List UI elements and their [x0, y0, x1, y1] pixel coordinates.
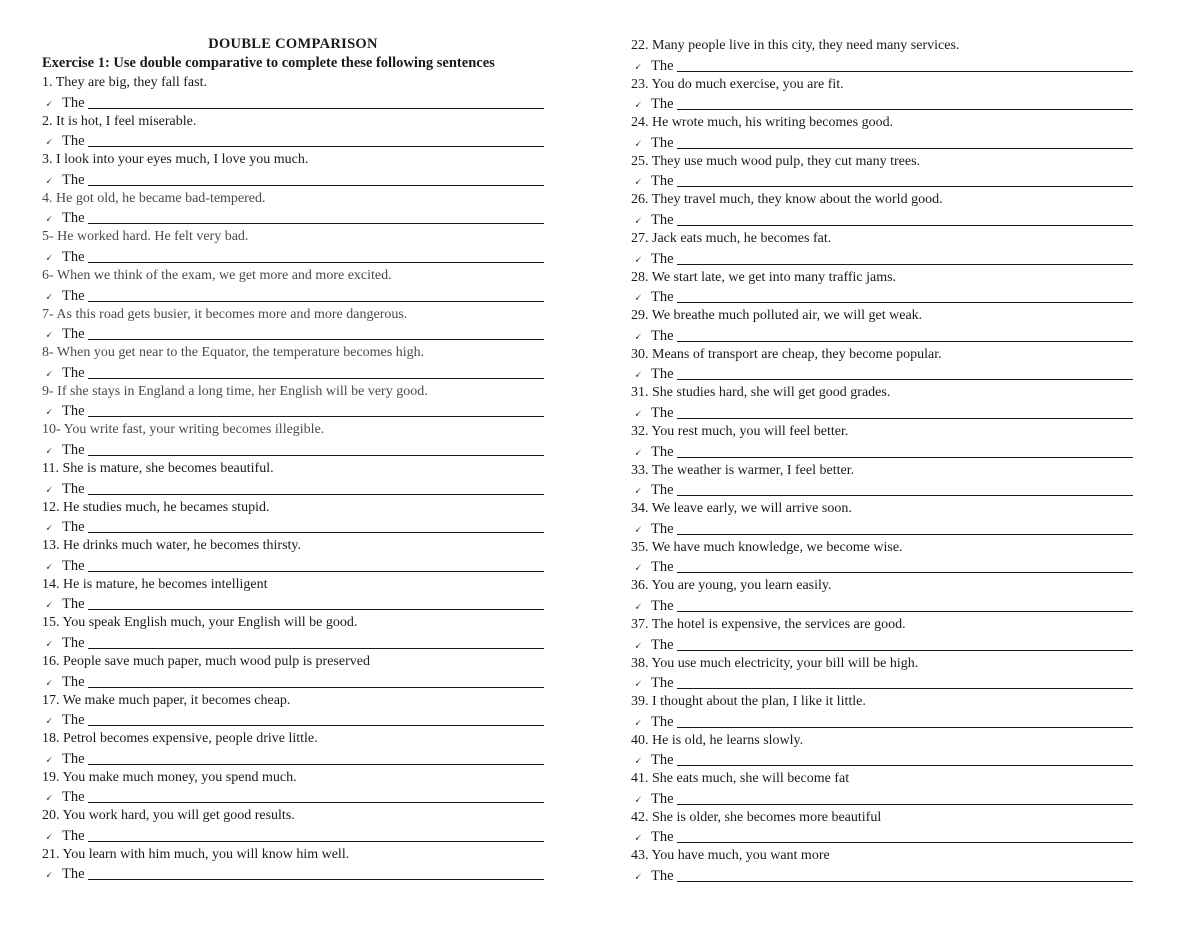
- answer-line: [42, 594, 544, 613]
- question-text: 40. He is old, he learns slowly.: [631, 732, 804, 748]
- question-item: [631, 422, 1133, 461]
- answer-blank[interactable]: [88, 132, 544, 147]
- answer-prefix: The: [62, 750, 85, 767]
- answer-blank[interactable]: [677, 828, 1133, 843]
- checkmark-bullet-icon: 🗸: [634, 793, 642, 806]
- checkmark-bullet-icon: 🗸: [634, 678, 642, 691]
- question-item: [42, 266, 544, 305]
- answer-prefix: The: [651, 713, 674, 730]
- checkmark-bullet-icon: 🗸: [634, 523, 642, 536]
- checkmark-bullet-icon: 🗸: [45, 830, 53, 843]
- question-text: 9- If she stays in England a long time, her English will be very good.: [42, 383, 428, 399]
- checkmark-bullet-icon: 🗸: [45, 290, 53, 303]
- question-item: [42, 189, 544, 228]
- question-text: 18. Petrol becomes expensive, people drive little.: [42, 731, 318, 747]
- answer-line: [42, 362, 544, 381]
- answer-blank[interactable]: [88, 287, 544, 302]
- answer-blank[interactable]: [677, 211, 1133, 226]
- answer-line: [631, 441, 1133, 460]
- answer-blank[interactable]: [88, 557, 544, 572]
- question-item: [42, 845, 544, 884]
- answer-line: [42, 748, 544, 767]
- answer-line: [631, 789, 1133, 808]
- checkmark-bullet-icon: 🗸: [45, 329, 53, 342]
- answer-blank[interactable]: [88, 325, 544, 340]
- answer-prefix: The: [651, 366, 674, 383]
- question-item: [631, 846, 1133, 885]
- answer-prefix: The: [651, 597, 674, 614]
- answer-prefix: The: [651, 482, 674, 499]
- checkmark-bullet-icon: 🗸: [634, 407, 642, 420]
- question-item: [42, 305, 544, 344]
- question-text: 4. He got old, he became bad-tempered.: [42, 190, 266, 206]
- answer-line: [631, 596, 1133, 615]
- question-text: 34. We leave early, we will arrive soon.: [631, 501, 852, 517]
- answer-blank[interactable]: [677, 790, 1133, 805]
- answer-line: [631, 866, 1133, 885]
- answer-line: [42, 169, 544, 188]
- question-item: [631, 499, 1133, 538]
- answer-blank[interactable]: [88, 750, 544, 765]
- answer-blank[interactable]: [88, 441, 544, 456]
- question-item: [42, 150, 544, 189]
- question-item: [631, 75, 1133, 114]
- checkmark-bullet-icon: 🗸: [45, 560, 53, 573]
- right-column: [631, 36, 1133, 885]
- answer-prefix: The: [62, 712, 85, 729]
- question-text: 8- When you get near to the Equator, the temperature becomes high.: [42, 345, 425, 361]
- checkmark-bullet-icon: 🗸: [634, 214, 642, 227]
- checkmark-bullet-icon: 🗸: [45, 715, 53, 728]
- question-item: [631, 229, 1133, 268]
- question-item: [42, 691, 544, 730]
- answer-blank[interactable]: [677, 674, 1133, 689]
- answer-prefix: The: [651, 327, 674, 344]
- question-item: [631, 152, 1133, 191]
- answer-blank[interactable]: [677, 636, 1133, 651]
- question-text: 5- He worked hard. He felt very bad.: [42, 229, 249, 245]
- answer-blank[interactable]: [677, 481, 1133, 496]
- question-text: 27. Jack eats much, he becomes fat.: [631, 230, 832, 246]
- answer-line: [631, 403, 1133, 422]
- answer-prefix: The: [62, 364, 85, 381]
- answer-prefix: The: [651, 675, 674, 692]
- question-item: [631, 692, 1133, 731]
- question-text: 23. You do much exercise, you are fit.: [631, 76, 844, 92]
- question-text: 38. You use much electricity, your bill will be high.: [631, 655, 919, 671]
- question-item: [631, 190, 1133, 229]
- question-item: [42, 382, 544, 421]
- answer-line: [42, 555, 544, 574]
- question-text: 6- When we think of the exam, we get more and more excited.: [42, 267, 392, 283]
- question-text: 39. I thought about the plan, I like it little.: [631, 694, 866, 710]
- answer-blank[interactable]: [677, 57, 1133, 72]
- exercise-instruction: Exercise 1: Use double comparative to complete these following sentences: [42, 55, 495, 71]
- left-column: [42, 35, 544, 883]
- answer-line: [42, 517, 544, 536]
- answer-blank[interactable]: [677, 134, 1133, 149]
- question-item: [42, 575, 544, 614]
- answer-prefix: The: [651, 289, 674, 306]
- question-text: 43. You have much, you want more: [631, 848, 830, 864]
- answer-line: [42, 92, 544, 111]
- answer-line: [42, 478, 544, 497]
- answer-prefix: The: [651, 211, 674, 228]
- answer-blank[interactable]: [88, 865, 544, 880]
- question-text: 35. We have much knowledge, we become wise.: [631, 539, 903, 555]
- question-text: 25. They use much wood pulp, they cut many trees.: [631, 153, 921, 169]
- answer-line: [42, 440, 544, 459]
- answer-prefix: The: [62, 557, 85, 574]
- answer-prefix: The: [62, 441, 85, 458]
- answer-blank[interactable]: [677, 597, 1133, 612]
- answer-line: [42, 633, 544, 652]
- answer-blank[interactable]: [88, 171, 544, 186]
- checkmark-bullet-icon: 🗸: [634, 639, 642, 652]
- question-item: [631, 345, 1133, 384]
- question-item: [42, 227, 544, 266]
- question-item: [631, 383, 1133, 422]
- question-text: 30. Means of transport are cheap, they become popular.: [631, 346, 942, 362]
- question-text: 37. The hotel is expensive, the services are good.: [631, 616, 906, 632]
- answer-prefix: The: [62, 94, 85, 111]
- checkmark-bullet-icon: 🗸: [45, 599, 53, 612]
- question-item: [42, 768, 544, 807]
- checkmark-bullet-icon: 🗸: [634, 832, 642, 845]
- answer-blank[interactable]: [677, 404, 1133, 419]
- answer-blank[interactable]: [677, 250, 1133, 265]
- answer-prefix: The: [62, 326, 85, 343]
- question-text: 32. You rest much, you will feel better.: [631, 423, 849, 439]
- checkmark-bullet-icon: 🗸: [634, 99, 642, 112]
- question-text: 21. You learn with him much, you will know him well.: [42, 846, 350, 862]
- answer-line: [42, 401, 544, 420]
- checkmark-bullet-icon: 🗸: [634, 755, 642, 768]
- question-text: 2. It is hot, I feel miserable.: [42, 113, 197, 129]
- question-item: [631, 113, 1133, 152]
- question-text: 33. The weather is warmer, I feel better.: [631, 462, 855, 478]
- question-item: [631, 731, 1133, 770]
- checkmark-bullet-icon: 🗸: [45, 676, 53, 689]
- answer-prefix: The: [62, 673, 85, 690]
- question-text: 11. She is mature, she becomes beautiful.: [42, 460, 274, 476]
- answer-line: [42, 864, 544, 883]
- checkmark-bullet-icon: 🗸: [45, 367, 53, 380]
- answer-blank[interactable]: [677, 558, 1133, 573]
- answer-line: [42, 671, 544, 690]
- question-text: 3. I look into your eyes much, I love you much.: [42, 152, 309, 168]
- answer-blank[interactable]: [677, 365, 1133, 380]
- checkmark-bullet-icon: 🗸: [634, 600, 642, 613]
- answer-prefix: The: [651, 443, 674, 460]
- question-item: [42, 420, 544, 459]
- answer-line: [631, 750, 1133, 769]
- answer-line: [42, 710, 544, 729]
- answer-prefix: The: [62, 827, 85, 844]
- answer-blank[interactable]: [88, 94, 544, 109]
- answer-prefix: The: [651, 752, 674, 769]
- answer-blank[interactable]: [88, 634, 544, 649]
- answer-blank[interactable]: [677, 751, 1133, 766]
- checkmark-bullet-icon: 🗸: [634, 330, 642, 343]
- answer-prefix: The: [62, 287, 85, 304]
- question-item: [42, 652, 544, 691]
- answer-prefix: The: [62, 248, 85, 265]
- checkmark-bullet-icon: 🗸: [45, 637, 53, 650]
- answer-blank[interactable]: [677, 713, 1133, 728]
- answer-line: [631, 364, 1133, 383]
- question-text: 31. She studies hard, she will get good grades.: [631, 385, 891, 401]
- answer-blank[interactable]: [88, 518, 544, 533]
- checkmark-bullet-icon: 🗸: [45, 753, 53, 766]
- question-text: 24. He wrote much, his writing becomes good.: [631, 115, 894, 131]
- answer-blank[interactable]: [88, 209, 544, 224]
- checkmark-bullet-icon: 🗸: [45, 251, 53, 264]
- question-item: [631, 808, 1133, 847]
- answer-line: [631, 248, 1133, 267]
- answer-blank[interactable]: [677, 95, 1133, 110]
- answer-blank[interactable]: [677, 520, 1133, 535]
- answer-prefix: The: [651, 829, 674, 846]
- checkmark-bullet-icon: 🗸: [45, 444, 53, 457]
- checkmark-bullet-icon: 🗸: [45, 483, 53, 496]
- answer-blank[interactable]: [88, 595, 544, 610]
- checkmark-bullet-icon: 🗸: [45, 136, 53, 149]
- answer-prefix: The: [651, 520, 674, 537]
- question-item: [42, 73, 544, 112]
- question-item: [42, 498, 544, 537]
- checkmark-bullet-icon: 🗸: [45, 406, 53, 419]
- checkmark-bullet-icon: 🗸: [634, 871, 642, 884]
- left-question-list: [42, 73, 544, 883]
- answer-line: [42, 324, 544, 343]
- question-text: 20. You work hard, you will get good results.: [42, 808, 295, 824]
- answer-line: [631, 325, 1133, 344]
- answer-blank[interactable]: [677, 443, 1133, 458]
- answer-prefix: The: [62, 789, 85, 806]
- question-text: 41. She eats much, she will become fat: [631, 771, 850, 787]
- question-item: [631, 461, 1133, 500]
- answer-prefix: The: [651, 790, 674, 807]
- checkmark-bullet-icon: 🗸: [634, 137, 642, 150]
- answer-blank[interactable]: [677, 172, 1133, 187]
- answer-prefix: The: [62, 596, 85, 613]
- answer-line: [631, 557, 1133, 576]
- question-text: 1. They are big, they fall fast.: [42, 75, 207, 90]
- answer-blank[interactable]: [88, 480, 544, 495]
- answer-blank[interactable]: [88, 673, 544, 688]
- question-item: [631, 36, 1133, 75]
- question-item: [631, 654, 1133, 693]
- answer-prefix: The: [651, 250, 674, 267]
- answer-prefix: The: [62, 480, 85, 497]
- answer-prefix: The: [62, 634, 85, 651]
- answer-prefix: The: [62, 519, 85, 536]
- question-text: 7- As this road gets busier, it becomes more and more dangerous.: [42, 306, 408, 322]
- page-title: DOUBLE COMPARISON: [208, 36, 378, 52]
- answer-line: [631, 827, 1133, 846]
- question-text: 22. Many people live in this city, they need many services.: [631, 38, 960, 53]
- question-text: 19. You make much money, you spend much.: [42, 769, 297, 785]
- answer-line: [631, 673, 1133, 692]
- question-item: [42, 536, 544, 575]
- right-question-list: [631, 36, 1133, 885]
- checkmark-bullet-icon: 🗸: [634, 562, 642, 575]
- question-item: [631, 769, 1133, 808]
- question-text: 13. He drinks much water, he becomes thirsty.: [42, 538, 302, 554]
- question-text: 10- You write fast, your writing becomes illegible.: [42, 422, 325, 438]
- checkmark-bullet-icon: 🗸: [634, 176, 642, 189]
- answer-line: [42, 787, 544, 806]
- answer-blank[interactable]: [677, 288, 1133, 303]
- answer-line: [631, 634, 1133, 653]
- question-item: [42, 459, 544, 498]
- question-text: 14. He is mature, he becomes intelligent: [42, 576, 268, 592]
- checkmark-bullet-icon: 🗸: [634, 446, 642, 459]
- answer-blank[interactable]: [88, 827, 544, 842]
- checkmark-bullet-icon: 🗸: [634, 292, 642, 305]
- answer-line: [631, 132, 1133, 151]
- question-text: 26. They travel much, they know about the world good.: [631, 192, 943, 208]
- answer-prefix: The: [62, 210, 85, 227]
- checkmark-bullet-icon: 🗸: [634, 485, 642, 498]
- answer-prefix: The: [651, 134, 674, 151]
- question-item: [631, 268, 1133, 307]
- answer-blank[interactable]: [88, 364, 544, 379]
- checkmark-bullet-icon: 🗸: [45, 97, 53, 110]
- answer-prefix: The: [62, 171, 85, 188]
- checkmark-bullet-icon: 🗸: [634, 716, 642, 729]
- answer-line: [631, 171, 1133, 190]
- answer-line: [42, 131, 544, 150]
- checkmark-bullet-icon: 🗸: [45, 174, 53, 187]
- answer-blank[interactable]: [88, 248, 544, 263]
- answer-prefix: The: [62, 866, 85, 883]
- question-text: 42. She is older, she becomes more beautiful: [631, 809, 882, 825]
- answer-blank[interactable]: [88, 402, 544, 417]
- answer-line: [631, 480, 1133, 499]
- question-item: [631, 576, 1133, 615]
- answer-prefix: The: [62, 403, 85, 420]
- question-text: 17. We make much paper, it becomes cheap.: [42, 692, 291, 708]
- answer-line: [42, 826, 544, 845]
- answer-prefix: The: [651, 173, 674, 190]
- answer-prefix: The: [651, 404, 674, 421]
- checkmark-bullet-icon: 🗸: [634, 369, 642, 382]
- answer-blank[interactable]: [677, 327, 1133, 342]
- answer-prefix: The: [651, 57, 674, 74]
- question-text: 29. We breathe much polluted air, we will get weak.: [631, 308, 923, 324]
- answer-line: [631, 711, 1133, 730]
- question-text: 12. He studies much, he becames stupid.: [42, 499, 270, 515]
- answer-prefix: The: [651, 96, 674, 113]
- answer-line: [42, 208, 544, 227]
- answer-prefix: The: [651, 868, 674, 885]
- question-item: [42, 112, 544, 151]
- checkmark-bullet-icon: 🗸: [45, 869, 53, 882]
- question-item: [631, 615, 1133, 654]
- question-text: 16. People save much paper, much wood pulp is preserved: [42, 653, 370, 669]
- question-text: 36. You are young, you learn easily.: [631, 578, 832, 594]
- checkmark-bullet-icon: 🗸: [45, 213, 53, 226]
- question-item: [42, 806, 544, 845]
- answer-line: [631, 287, 1133, 306]
- question-item: [631, 306, 1133, 345]
- answer-prefix: The: [651, 559, 674, 576]
- question-item: [42, 729, 544, 768]
- answer-prefix: The: [651, 636, 674, 653]
- question-item: [42, 343, 544, 382]
- question-item: [631, 538, 1133, 577]
- answer-blank[interactable]: [677, 867, 1133, 882]
- checkmark-bullet-icon: 🗸: [45, 522, 53, 535]
- question-item: [42, 613, 544, 652]
- answer-prefix: The: [62, 133, 85, 150]
- answer-line: [631, 518, 1133, 537]
- answer-line: [42, 247, 544, 266]
- checkmark-bullet-icon: 🗸: [634, 253, 642, 266]
- answer-line: [631, 210, 1133, 229]
- answer-line: [42, 285, 544, 304]
- question-text: 28. We start late, we get into many traffic jams.: [631, 269, 897, 285]
- answer-blank[interactable]: [88, 711, 544, 726]
- answer-blank[interactable]: [88, 788, 544, 803]
- checkmark-bullet-icon: 🗸: [45, 792, 53, 805]
- question-text: 15. You speak English much, your English will be good.: [42, 615, 358, 631]
- checkmark-bullet-icon: 🗸: [634, 60, 642, 73]
- answer-line: [631, 55, 1133, 74]
- answer-line: [631, 94, 1133, 113]
